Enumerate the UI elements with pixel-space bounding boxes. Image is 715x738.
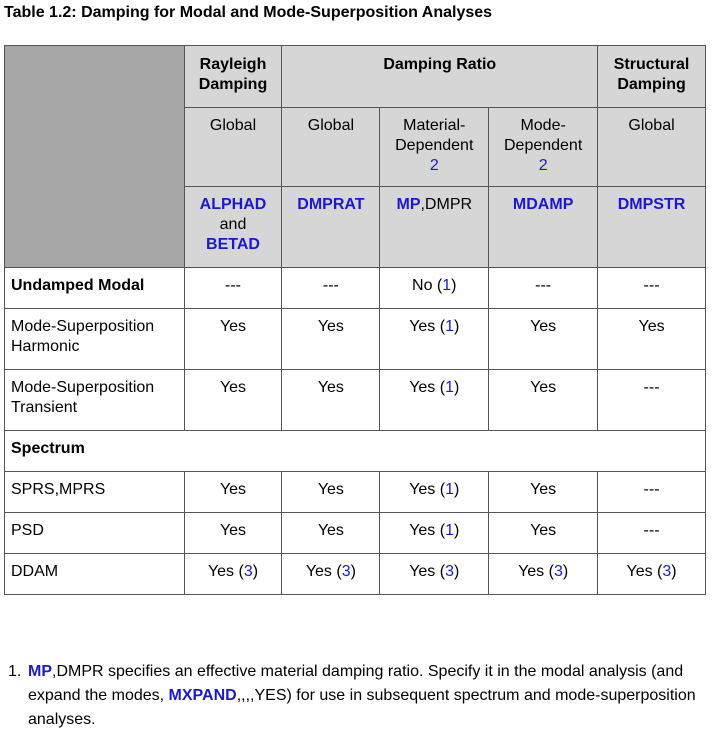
table-row <box>5 513 706 554</box>
mp-link[interactable]: MP <box>396 196 421 213</box>
cell-text-end: ) <box>252 563 259 580</box>
cell: --- <box>598 370 706 431</box>
cell: --- <box>282 268 380 309</box>
cmd-cell-dmpstr <box>598 187 706 268</box>
table-caption: Table 1.2: Damping for Modal and Mode-Superposition Analyses <box>4 4 493 21</box>
cell: Yes <box>489 309 598 370</box>
cell <box>380 472 489 513</box>
cell-text: Yes ( <box>626 563 663 580</box>
note-link-3[interactable]: 3 <box>445 563 454 580</box>
cell-text: Yes ( <box>305 563 342 580</box>
section-label-spectrum: Spectrum <box>5 431 706 472</box>
scope-global-3: Global <box>598 108 706 187</box>
scope-global-1: Global <box>184 108 282 187</box>
mdamp-link[interactable]: MDAMP <box>512 196 574 213</box>
row-label: Undamped Modal <box>5 268 185 309</box>
cell <box>184 554 282 595</box>
row-label: SPRS,MPRS <box>5 472 185 513</box>
note-link-3[interactable]: 3 <box>662 563 672 580</box>
cell-text-end: ) <box>350 563 356 580</box>
cell <box>380 370 489 431</box>
cell <box>380 554 489 595</box>
note-link-2b[interactable]: 2 <box>538 157 548 174</box>
note-link-1[interactable]: 1 <box>445 522 454 539</box>
cell <box>380 268 489 309</box>
note-link-1[interactable]: 1 <box>445 481 454 498</box>
cmd-cell-dmprat <box>282 187 380 268</box>
cell-text: No ( <box>412 277 443 294</box>
cell: --- <box>598 513 706 554</box>
scope-material <box>380 108 489 187</box>
cell: Yes <box>184 370 282 431</box>
cell-text: Yes ( <box>409 563 446 580</box>
table-row <box>5 309 706 370</box>
header-damping-ratio: Damping Ratio <box>282 46 598 108</box>
scope-mode-label: Mode-Dependent <box>503 117 583 154</box>
cell <box>598 554 706 595</box>
table-row <box>5 268 706 309</box>
row-label: DDAM <box>5 554 185 595</box>
table-row <box>5 554 706 595</box>
cell-text: Yes ( <box>409 379 446 396</box>
cell-text: Yes ( <box>409 481 446 498</box>
dmpr-text: ,DMPR <box>420 196 473 213</box>
cell-text: Yes ( <box>207 563 244 580</box>
cmd-cell-rayleigh <box>184 187 282 268</box>
cell-text-end: ) <box>671 563 677 580</box>
cell-text: Yes ( <box>409 318 446 335</box>
cell-text-end: ) <box>453 481 460 498</box>
section-row <box>5 431 706 472</box>
cell: --- <box>598 268 706 309</box>
cell-text-end: ) <box>453 318 460 335</box>
header-row-1 <box>5 46 706 108</box>
cell: Yes <box>282 370 380 431</box>
damping-table <box>4 45 706 595</box>
note-link-2[interactable]: 2 <box>429 157 439 174</box>
footnote-1 <box>28 660 713 732</box>
cell: Yes <box>184 309 282 370</box>
cell: Yes <box>489 472 598 513</box>
cmd-cell-mp <box>380 187 489 268</box>
table-row <box>5 472 706 513</box>
corner-cell <box>5 46 185 268</box>
cell: --- <box>184 268 282 309</box>
footnote-text-2: ,,,,YES) for use in subsequent spectrum and mode-superposition analyses. <box>28 687 696 728</box>
alphad-link[interactable]: ALPHAD <box>199 196 267 213</box>
note-link-3[interactable]: 3 <box>243 563 253 580</box>
footnote-text-1: ,DMPR specifies an effective material damping ratio. Specify it in the modal analysis (and expand the modes, <box>28 663 684 704</box>
scope-mode <box>489 108 598 187</box>
cell-text: Yes ( <box>409 522 446 539</box>
header-rayleigh: Rayleigh Damping <box>184 46 282 108</box>
cell-text-end: ) <box>451 277 457 294</box>
dmprat-link[interactable]: DMPRAT <box>297 196 365 213</box>
betad-link[interactable]: BETAD <box>206 236 260 253</box>
note-link-3[interactable]: 3 <box>553 563 563 580</box>
row-label: Mode-Superposition Transient <box>5 370 185 431</box>
cell <box>380 309 489 370</box>
footnote-number: 1. <box>8 663 22 680</box>
cell: Yes <box>282 472 380 513</box>
cell: Yes <box>282 309 380 370</box>
scope-material-label: Material-Dependent <box>395 117 474 154</box>
cell: --- <box>598 472 706 513</box>
footnote-mxpand-link[interactable]: MXPAND <box>168 687 237 704</box>
table-row <box>5 370 706 431</box>
footnotes <box>8 660 713 732</box>
cell: Yes <box>598 309 706 370</box>
cell-text-end: ) <box>562 563 569 580</box>
cell-text-end: ) <box>453 379 460 396</box>
cell: --- <box>489 268 598 309</box>
cell: Yes <box>184 513 282 554</box>
cell: Yes <box>489 513 598 554</box>
cell-text-end: ) <box>453 522 460 539</box>
header-structural: Structural Damping <box>598 46 706 108</box>
note-link-1[interactable]: 1 <box>445 318 454 335</box>
cell <box>380 513 489 554</box>
row-label: PSD <box>5 513 185 554</box>
and-text: and <box>219 216 247 233</box>
cell: Yes <box>489 370 598 431</box>
scope-global-2: Global <box>282 108 380 187</box>
row-label: Mode-Superposition Harmonic <box>5 309 185 370</box>
cell-text-end: ) <box>453 563 460 580</box>
footnote-mp-link[interactable]: MP <box>28 663 52 680</box>
note-link-1[interactable]: 1 <box>445 379 454 396</box>
dmpstr-link[interactable]: DMPSTR <box>617 196 686 213</box>
note-link-3[interactable]: 3 <box>341 563 351 580</box>
cell-text: Yes ( <box>518 563 554 580</box>
note-link-1[interactable]: 1 <box>442 277 452 294</box>
cell <box>282 554 380 595</box>
cmd-cell-mdamp <box>489 187 598 268</box>
cell: Yes <box>282 513 380 554</box>
cell <box>489 554 598 595</box>
cell: Yes <box>184 472 282 513</box>
